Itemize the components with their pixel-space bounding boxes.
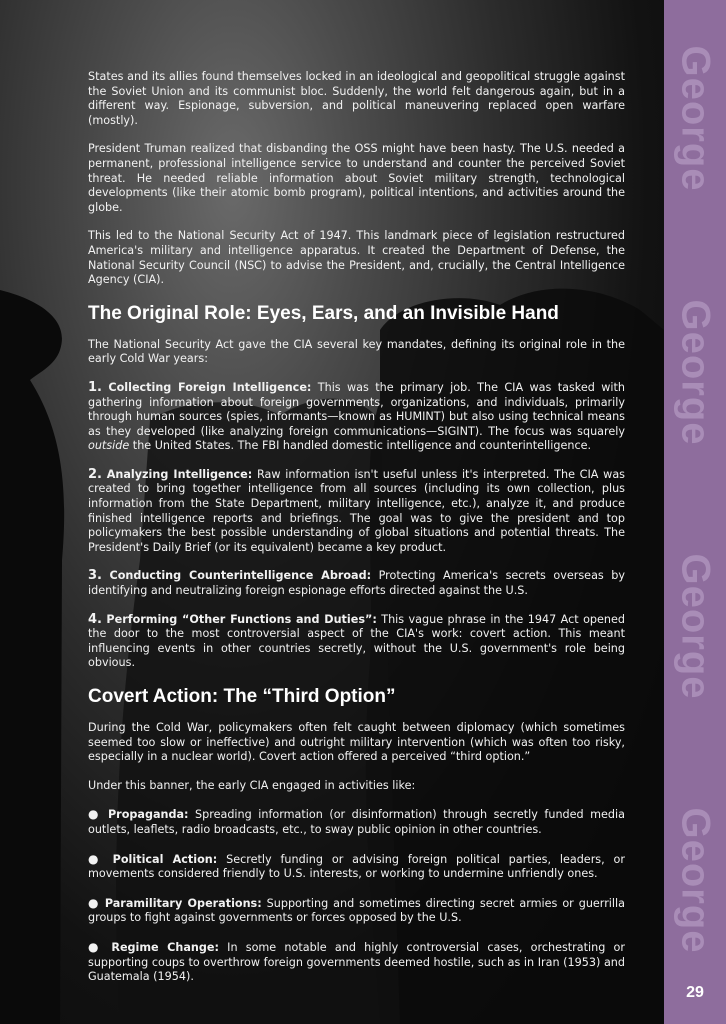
bullet-title: Propaganda: [107,808,189,822]
item-number: 3. [88,568,102,584]
paragraph: Under this banner, the early CIA engaged in activities like: [88,778,416,792]
bullet-text: Spreading information (or disinformation) through secretly funded media outlets, leaflets, radio broadcasts, etc., to sway public opinion in other countries. [88,808,625,836]
article-body [88,70,625,999]
item-title: Conducting Counterintelligence Abroad: [109,569,372,583]
numbered-item [88,613,625,671]
bullet-icon: ● [88,939,104,954]
item-text: the United States. The FBI handled domestic intelligence and counterintelligence. [129,439,592,453]
bullet-icon: ● [88,851,104,866]
bullet-title: Regime Change: [111,940,219,954]
item-text: This was the primary job. The CIA was tasked with gathering information about foreign governments, organizations, and individuals, primarily through human sources (spies, informants—known as HUMINT) but also using technical means as they developed (like analyzing foreign communications—SIGINT). The focus was squarely [88,380,625,438]
numbered-item [88,381,625,454]
bullet-item [88,807,625,837]
sidebar-band [664,0,726,1024]
bullet-text: Secretly funding or advising foreign political parties, leaders, or movements considered friendly to U.S. interests, or working to undermine unfriendly ones. [88,852,625,881]
sidebar-word: George [673,552,718,700]
item-title: Analyzing Intelligence: [106,467,253,481]
paragraph: President Truman realized that disbanding the OSS might have been hasty. The U.S. needed a permanent, professional intelligence service to understand and counter the perceived Soviet threat. He needed reliable information about Soviet military strength, technological developments (like their atomic bomb program), political intentions, and activities around the globe. [88,142,625,214]
sidebar-word: George [673,298,718,446]
bullet-text: Supporting and sometimes directing secret armies or guerrilla groups to fight against governments or forces opposed by the U.S. [88,896,625,925]
item-number: 4. [88,611,102,627]
paragraph: The National Security Act gave the CIA several key mandates, defining its original role in the early Cold War years: [88,337,625,366]
bullet-title: Political Action: [112,852,218,866]
left-silhouette [0,290,64,1024]
section-heading: Covert Action: The “Third Option” [88,686,396,707]
item-text: Raw information isn't useful unless it's interpreted. The CIA was created to bring together intelligence from all sources (including its own collection, plus information from the State Department, military intelligence, etc.), analyze it, and produce finished intelligence reports and briefings. The goal was to give the president and top policymakers the best possible understanding of global situations and potential threats. The President's Daily Brief (or its equivalent) became a key product. [88,467,625,554]
numbered-item [88,468,625,556]
item-title: Collecting Foreign Intelligence: [108,380,312,394]
item-number: 1. [88,379,102,395]
item-text: This vague phrase in the 1947 Act opened the door to the most controversial aspect of the CIA's work: covert action. This meant influencing events in other countries secretly, without the U.S. government's role being obvious. [88,612,625,670]
item-title: Performing “Other Functions and Duties”: [106,612,377,626]
item-emphasis: outside [88,439,130,453]
bullet-item [88,896,625,926]
sidebar-word: George [673,44,718,192]
section-heading: The Original Role: Eyes, Ears, and an Invisible Hand [88,302,559,324]
paragraph: States and its allies found themselves locked in an ideological and geopolitical struggle against the Soviet Union and its communist bloc. Suddenly, the world felt dangerous again, but in a different way. Espionage, subversion, and political maneuvering replaced open warfare (mostly). [88,70,625,127]
bullet-icon: ● [88,895,100,910]
bullet-item [88,852,625,882]
bullet-text: In some notable and highly controversial cases, orchestrating or supporting coups to overthrow foreign governments deemed hostile, such as in Iran (1953) and Guatemala (1954). [88,940,625,984]
paragraph: During the Cold War, policymakers often felt caught between diplomacy (which sometimes seemed too slow or ineffective) and outright military intervention (which was often too risky, especially in a nuclear world). Covert action offered a perceived “third option.” [88,721,625,764]
bullet-title: Paramilitary Operations: [104,896,262,910]
item-number: 2. [88,466,102,482]
bullet-item [88,940,625,985]
numbered-item [88,569,625,598]
sidebar-word: George [673,806,718,954]
bullet-icon: ● [88,807,102,822]
item-text: Protecting America's secrets overseas by identifying and neutralizing foreign espionage efforts directed against the U.S. [88,569,625,598]
paragraph: This led to the National Security Act of 1947. This landmark piece of legislation restructured America's military and intelligence apparatus. It created the Department of Defense, the National Security Council (NSC) to advise the President, and, crucially, the Central Intelligence Agency (CIA). [88,229,625,287]
page-number: 29 [686,984,704,1001]
